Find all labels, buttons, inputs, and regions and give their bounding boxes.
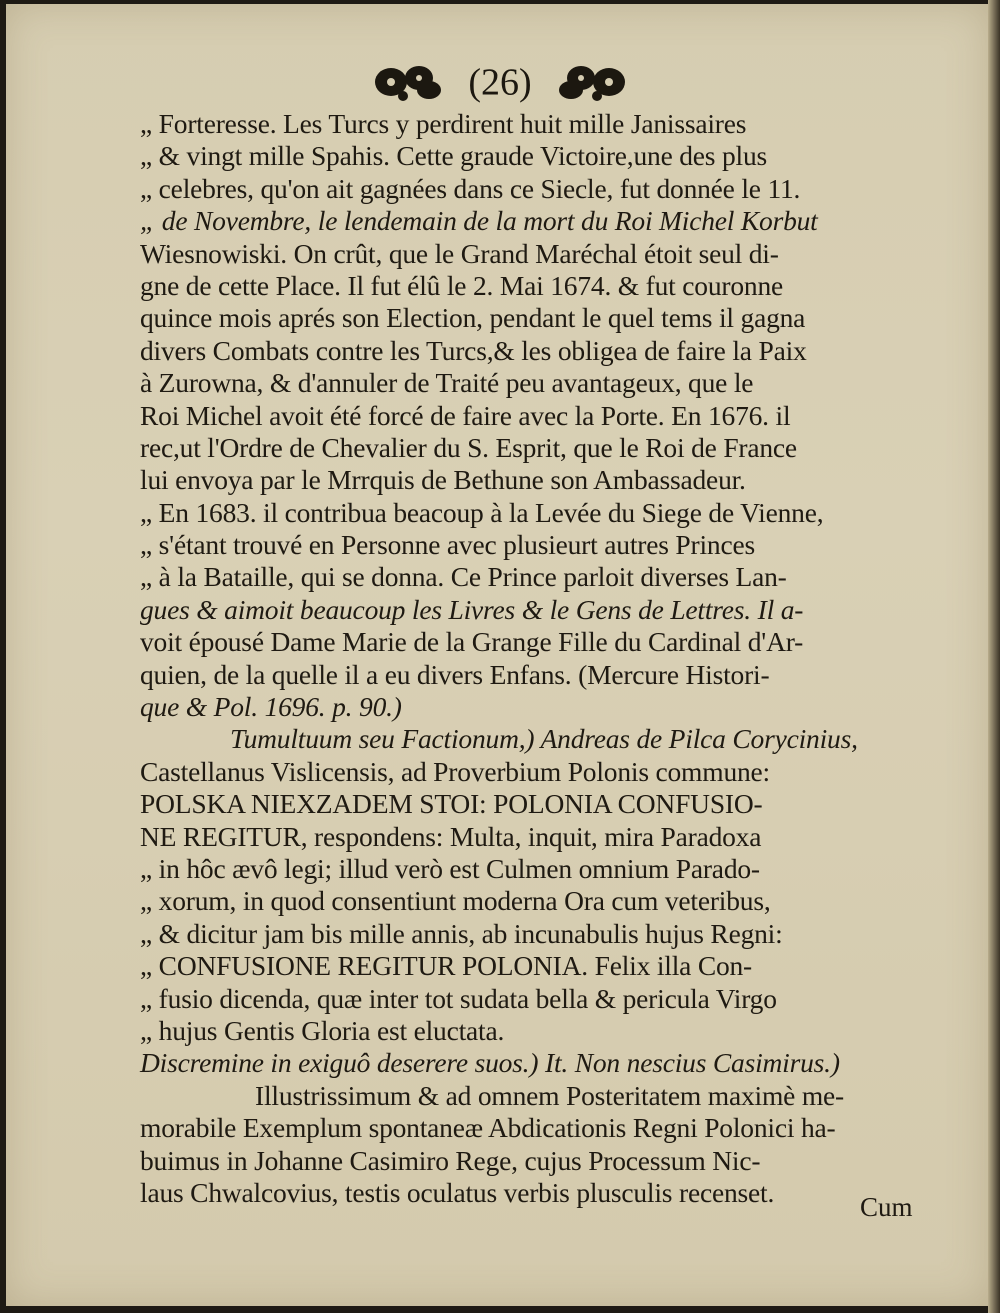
text-line: gues & aimoit beaucoup les Livres & le Gens de Lettres. Il a- xyxy=(140,593,804,625)
text-line: POLSKA NIEXZADEM STOI: POLONIA CONFUSIO- xyxy=(140,788,763,820)
text-line: Discremine in exiguô deserere suos.) It. Non nescius Casimirus.) xyxy=(140,1047,840,1079)
text-line: quince mois aprés son Election, pendant le quel tems il gagna xyxy=(140,302,806,334)
text-line: „ xorum, in quod consentiunt moderna Ora cum veteribus, xyxy=(140,885,771,917)
body-text xyxy=(140,108,970,1209)
left-ornament-icon xyxy=(373,62,445,110)
text-line: „ celebres, qu'on ait gagnées dans ce Siecle, fut donnée le 11. xyxy=(140,172,801,204)
text-line: Castellanus Vislicensis, ad Proverbium Polonis commune: xyxy=(140,755,770,787)
text-line: „ En 1683. il contribua beacoup à la Levée du Siege de Vienne, xyxy=(140,496,824,528)
catchword: Cum xyxy=(860,1192,913,1222)
page-header xyxy=(0,62,1000,110)
text-line: „ s'étant trouvé en Personne avec plusieurt autres Princes xyxy=(140,529,755,561)
text-line: laus Chwalcovius, testis oculatus verbis plusculis recenset. xyxy=(140,1176,775,1208)
text-line: „ à la Bataille, qui se donna. Ce Prince parloit diverses Lan- xyxy=(140,561,787,593)
text-line: que & Pol. 1696. p. 90.) xyxy=(140,691,402,723)
text-line: lui envoya par le Mrrquis de Bethune son Ambassadeur. xyxy=(140,464,746,496)
text-line: divers Combats contre les Turcs,& les obligea de faire la Paix xyxy=(140,334,807,366)
text-line: „ & dicitur jam bis mille annis, ab incunabulis hujus Regni: xyxy=(140,917,783,949)
page-edge-shadow xyxy=(988,0,1000,1313)
text-line: „ fusio dicenda, quæ inter tot sudata bella & pericula Virgo xyxy=(140,982,777,1014)
text-line: „ Forteresse. Les Turcs y perdirent huit mille Janissaires xyxy=(140,108,747,139)
text-line: „ hujus Gentis Gloria est eluctata. xyxy=(140,1014,505,1046)
text-line: „ & vingt mille Spahis. Cette graude Victoire,une des plus xyxy=(140,140,768,172)
text-line: buimus in Johanne Casimiro Rege, cujus Processum Nic- xyxy=(140,1144,761,1176)
text-line: à Zurowna, & d'annuler de Traité peu avantageux, que le xyxy=(140,367,754,399)
text-line: voit épousé Dame Marie de la Grange Fille du Cardinal d'Ar- xyxy=(140,626,804,658)
text-line: Tumultuum seu Factionum,) Andreas de Pilca Corycinius, xyxy=(230,723,858,755)
right-ornament-icon xyxy=(555,62,627,110)
text-line: morabile Exemplum spontaneæ Abdicationis Regni Polonici ha- xyxy=(140,1112,836,1144)
text-line: rec,ut l'Ordre de Chevalier du S. Esprit, que le Roi de France xyxy=(140,431,797,463)
text-line: Roi Michel avoit été forcé de faire avec la Porte. En 1676. il xyxy=(140,399,791,431)
text-line: Illustrissimum & ad omnem Posteritatem maximè me- xyxy=(255,1079,844,1111)
text-line: „ CONFUSIONE REGITUR POLONIA. Felix illa Con- xyxy=(140,950,753,982)
text-line: NE REGITUR, respondens: Multa, inquit, mira Paradoxa xyxy=(140,820,762,852)
text-line: gne de cette Place. Il fut élû le 2. Mai 1674. & fut couronne xyxy=(140,269,784,301)
text-line: „ in hôc ævô legi; illud verò est Culmen omnium Parado- xyxy=(140,852,760,884)
text-line: „ de Novembre, le lendemain de la mort du Roi Michel Korbut xyxy=(140,205,818,237)
text-line: Wiesnowiski. On crût, que le Grand Maréchal étoit seul di- xyxy=(140,237,779,269)
page-number: (26) xyxy=(468,61,532,104)
text-line: quien, de la quelle il a eu divers Enfans. (Mercure Histori- xyxy=(140,658,770,690)
